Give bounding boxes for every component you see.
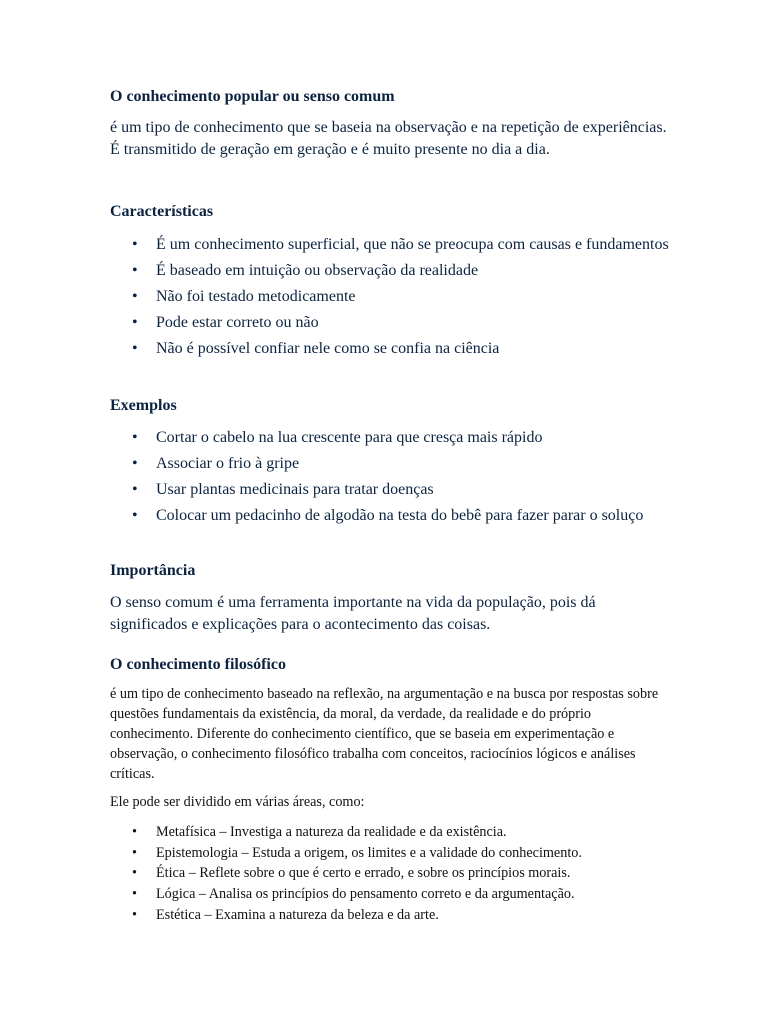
heading-importancia: Importância <box>110 562 196 579</box>
bullet-icon: • <box>132 886 137 903</box>
bullet-icon: • <box>132 507 138 524</box>
list-item: • Usar plantas medicinais para tratar doenças <box>132 481 434 498</box>
list-item: • Cortar o cabelo na lua crescente para que cresça mais rápido <box>132 429 543 446</box>
list-item: • Lógica – Analisa os princípios do pensamento correto e da argumentação. <box>110 884 670 905</box>
list-areas <box>110 822 670 926</box>
list-exemplos <box>110 428 670 525</box>
list-item: • Não é possível confiar nele como se confia na ciência <box>132 340 500 357</box>
list-item: • Pode estar correto ou não <box>132 314 319 331</box>
paragraph-filosofico-intro: é um tipo de conhecimento baseado na reflexão, na argumentação e na busca por respostas sobre questões fundamentais da existência, da moral, da verdade, da realidade e do próprio conhecimento. Diferente do conhecimento científico, que se baseia em experimentação e observação, o conhecimento filosófico trabalha com conceitos, raciocínios lógicos e análises críticas. <box>110 686 659 782</box>
bullet-icon: • <box>132 314 138 331</box>
paragraph-areas-intro: Ele pode ser dividido em várias áreas, como: <box>110 794 365 810</box>
list-item: • Estética – Examina a natureza da beleza e da arte. <box>110 905 670 926</box>
heading-caracteristicas: Características <box>110 203 214 220</box>
list-item: • Colocar um pedacinho de algodão na testa do bebê para fazer parar o soluço <box>132 507 644 524</box>
heading-filosofico: O conhecimento filosófico <box>110 656 286 673</box>
bullet-icon: • <box>132 429 138 446</box>
bullet-icon: • <box>132 824 137 840</box>
bullet-icon: • <box>132 906 137 923</box>
bullet-icon: • <box>132 455 138 472</box>
list-item: • Não foi testado metodicamente <box>132 288 356 305</box>
paragraph-popular-intro: é um tipo de conhecimento que se baseia na observação e na repetição de experiências. É transmitido de geração em geração e é muito presente no dia a dia. <box>110 119 667 158</box>
heading-popular: O conhecimento popular ou senso comum <box>110 88 395 105</box>
bullet-icon: • <box>132 288 138 305</box>
bullet-icon: • <box>132 865 137 882</box>
list-caracteristicas <box>110 235 670 358</box>
bullet-icon: • <box>132 481 138 498</box>
bullet-icon: • <box>132 262 138 279</box>
bullet-icon: • <box>132 236 138 253</box>
bullet-icon: • <box>132 340 138 357</box>
bullet-icon: • <box>132 844 137 861</box>
paragraph-importancia: O senso comum é uma ferramenta importante na vida da população, pois dá significados e explicações para o acontecimento das coisas. <box>110 594 596 633</box>
list-item: • Metafísica – Investiga a natureza da realidade e da existência. <box>110 822 670 843</box>
list-item: • É baseado em intuição ou observação da realidade <box>132 262 479 279</box>
list-item: • Associar o frio à gripe <box>132 455 300 472</box>
list-item: • É um conhecimento superficial, que não se preocupa com causas e fundamentos <box>132 236 669 253</box>
heading-exemplos: Exemplos <box>110 397 177 414</box>
list-item: • Ética – Reflete sobre o que é certo e errado, e sobre os princípios morais. <box>110 863 670 884</box>
list-item: • Epistemologia – Estuda a origem, os limites e a validade do conhecimento. <box>110 843 670 864</box>
